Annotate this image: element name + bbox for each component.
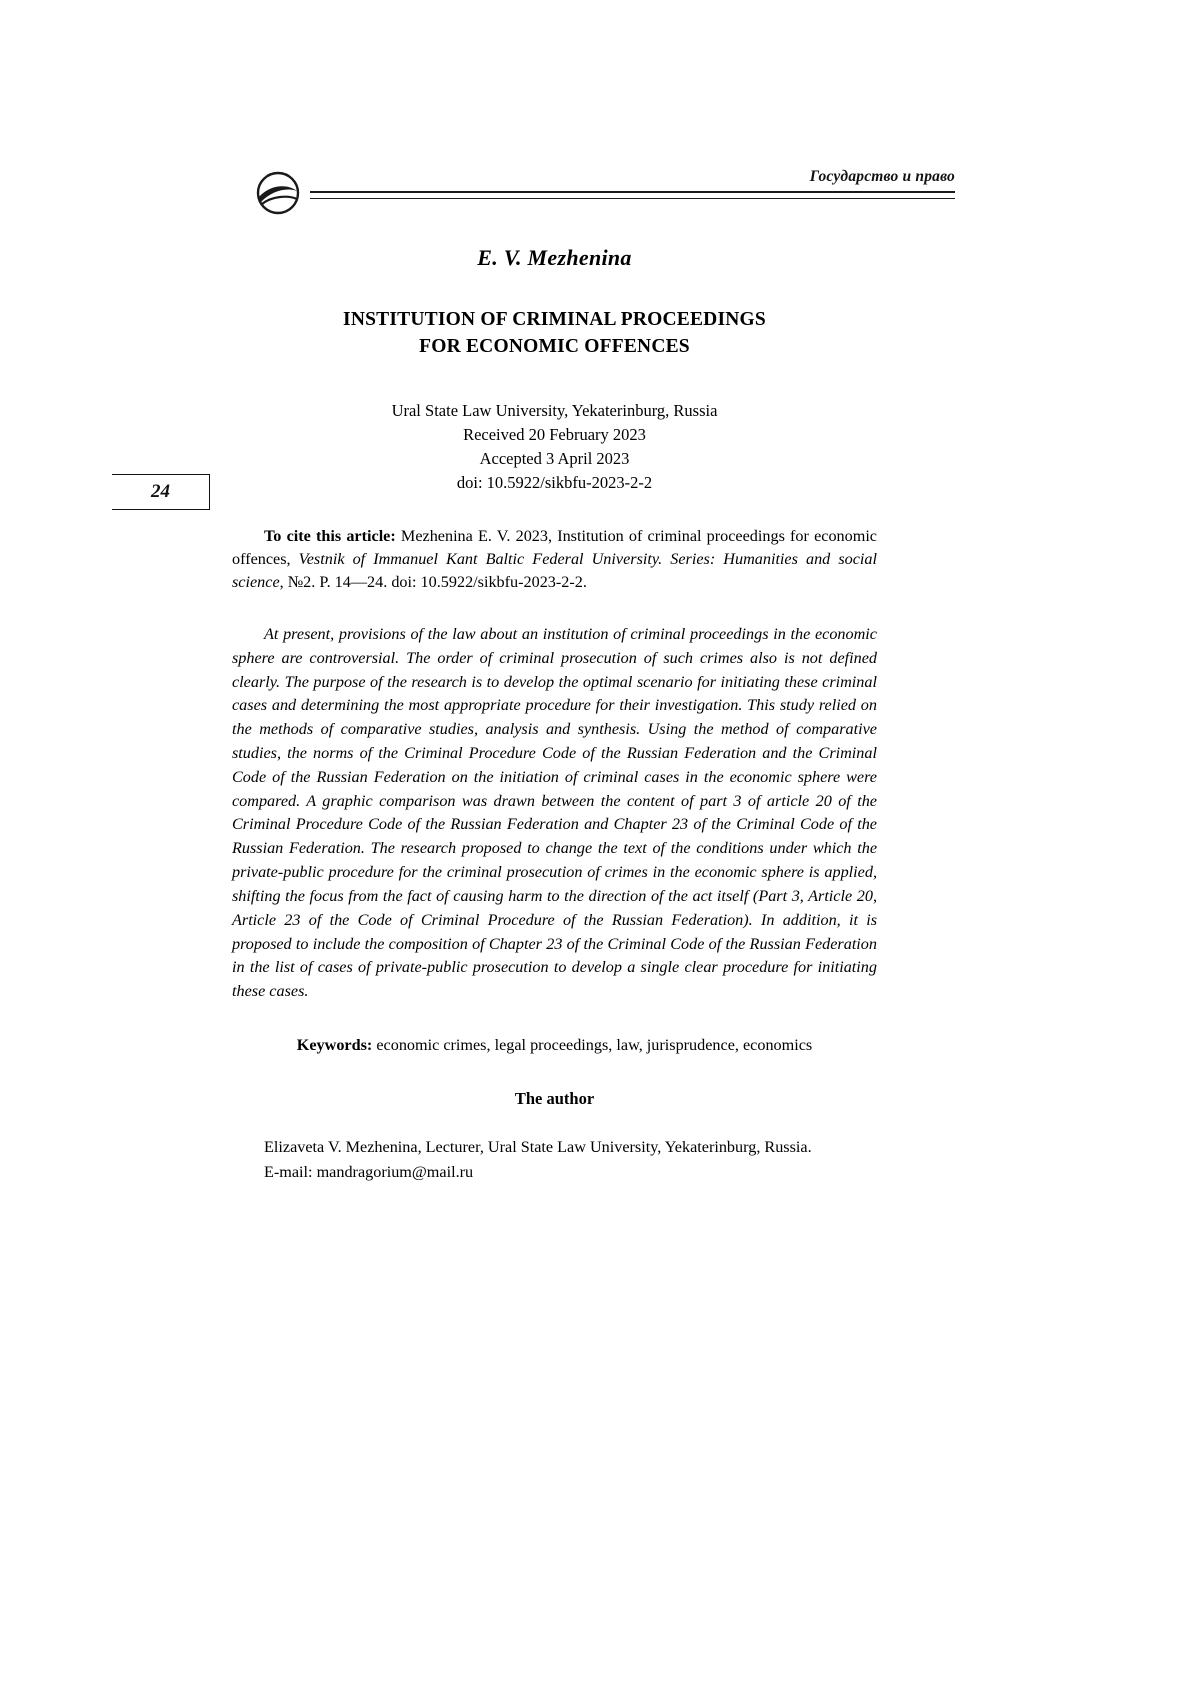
header-rule-thin [310,198,955,199]
citation-journal: Vestnik of Immanuel Kant Baltic Federal University. Series: Humanities and social science [232,549,878,592]
author-email: E-mail: mandragorium@mail.ru [264,1162,474,1181]
header-rule-thick [310,191,955,193]
citation-text-part-1: Mezhenina E. V. 2023, Institution of criminal proceedings for economic offences, [232,526,877,568]
author-details: Elizaveta V. Mezhenina, Lecturer, Ural State Law University, Yekaterinburg, Russia. [264,1138,812,1157]
article-title-line-2: FOR ECONOMIC OFFENCES [419,335,690,357]
running-head [255,168,955,218]
running-head-title: Государство и право [809,168,955,185]
citation-text-part-2: , №2. P. 14—24. doi: 10.5922/sikbfu-2023-2-2. [279,573,587,592]
accepted-date: Accepted 3 April 2023 [479,448,630,468]
abstract-text: At present, provisions of the law about an institution of criminal proceedings in the economic sphere are controversial. The order of criminal prosecution of such crimes also is not defined clearly. The purpose of the research is to develop the optimal scenario for initiating these criminal cases and determining the most appropriate procedure for their investigation. This study relied on the methods of comparative studies, analysis and synthesis. Using the method of comparative studies, the norms of the Criminal Procedure Code of the Russian Federation and the Criminal Code of the Russian Federation on the initiation of criminal cases in the economic sphere were compared. A graphic comparison was drawn between the content of part 3 of article 20 of the Criminal Procedure Code of the Russian Federation and Chapter 23 of the Criminal Code of the Russian Federation. The research proposed to change the text of the conditions under which the private-public procedure for the criminal prosecution of crimes in the economic sphere is applied, shifting the focus from the fact of causing harm to the direction of the act itself (Part 3, Article 20, Article 23 of the Code of Criminal Procedure of the Russian Federation). In addition, it is proposed to include the composition of Chapter 23 of the Criminal Code of the Russian Federation in the list of cases of private-public prosecution to develop a single clear procedure for initiating these cases. [232,624,877,1001]
globe-swoosh-logo-icon [255,171,303,216]
page-number: 24 [151,481,170,502]
citation-label: To cite this article: [264,526,396,545]
doi-line: doi: 10.5922/sikbfu-2023-2-2 [456,472,653,492]
article-content [232,245,877,1184]
article-affiliation-block [232,399,877,495]
keywords-block [232,1034,877,1057]
keywords-list: economic crimes, legal proceedings, law, jurisprudence, economics [372,1035,813,1054]
page-number-box [112,474,210,510]
article-author: E. V. Mezhenina [477,245,632,270]
keywords-label: Keywords: [296,1035,373,1054]
affiliation-line: Ural State Law University, Yekaterinburg, Russia [391,400,718,420]
article-title [232,307,877,361]
article-title-line-1: INSTITUTION OF CRIMINAL PROCEEDINGS [343,309,766,330]
received-date: Received 20 February 2023 [463,424,646,444]
author-section-heading: The author [514,1089,595,1109]
citation-block [232,525,877,595]
